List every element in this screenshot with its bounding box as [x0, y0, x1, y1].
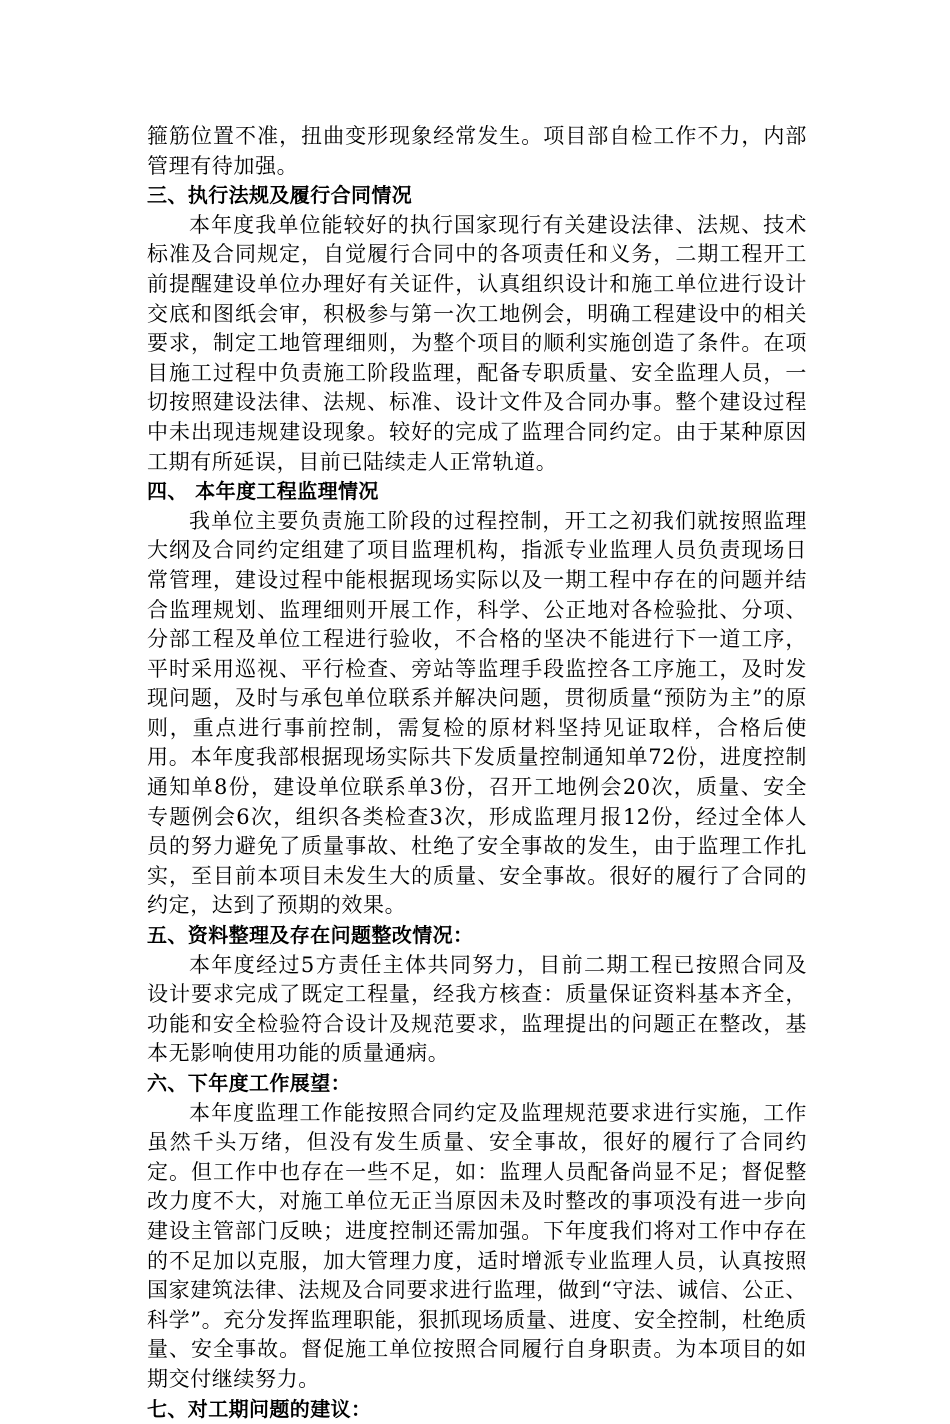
paragraph-supervision-work: 我单位主要负责施工阶段的过程控制，开工之初我们就按照监理大纲及合同约定组建了项目监理机构，指派专业监理人员负责现场日常管理，建设过程中能根据现场实际以及一期工程中存在的问题并结合监理规划、监理细则开展工作，科学、公正地对各检验批、分项、分部工程及单位工程进行验收，不合格的坚决不能进行下一道工序，平时采用巡视、平行检查、旁站等监理手段监控各工序施工，及时发现问题，及时与承包单位联系并解决问题，贯彻质量“预防为主”的原则，重点进行事前控制，需复检的原材料坚持见证取样，合格后使用。本年度我部根据现场实际共下发质量控制通知单72份，进度控制通知单8份，建设单位联系单3份，召开工地例会20次，质量、安全专题例会6次，组织各类检查3次，形成监理月报12份，经过全体人员的努力避免了质量事故、杜绝了安全事故的发生，由于监理工作扎实，至目前本项目未发生大的质量、安全事故。很好的履行了合同的约定，达到了预期的效果。 — [147, 508, 807, 918]
heading-section-7: 七、对工期问题的建议： — [147, 1396, 372, 1421]
paragraph-stirrup-issues: 箍筋位置不准，扭曲变形现象经常发生。项目部自检工作不力，内部管理有待加强。 — [147, 124, 807, 178]
heading-section-3: 三、执行法规及履行合同情况 — [147, 183, 413, 208]
paragraph-documentation-status: 本年度经过5方责任主体共同努力，目前二期工程已按照合同及设计要求完成了既定工程量，经我方核查：质量保证资料基本齐全，功能和安全检验符合设计及规范要求，监理提出的问题正在整改，基本无影响使用功能的质量通病。 — [147, 952, 807, 1066]
heading-section-6: 六、下年度工作展望： — [147, 1071, 351, 1095]
heading-section-4: 四、 本年度工程监理情况 — [147, 479, 379, 504]
document-page — [147, 122, 807, 1424]
heading-section-5: 五、资料整理及存在问题整改情况： — [147, 923, 474, 948]
paragraph-regulations-compliance: 本年度我单位能较好的执行国家现行有关建设法律、法规、技术标准及合同规定，自觉履行合同中的各项责任和义务，二期工程开工前提醒建设单位办理好有关证件，认真组织设计和施工单位进行设计交底和图纸会审，积极参与第一次工地例会，明确工程建设中的相关要求，制定工地管理细则，为整个项目的顺利实施创造了条件。在项目施工过程中负责施工阶段监理，配备专职质量、安全监理人员，一切按照建设法律、法规、标准、设计文件及合同办事。整个建设过程中未出现违规建设现象。较好的完成了监理合同约定。由于某种原因工期有所延误，目前已陆续走人正常轨道。 — [147, 212, 807, 474]
paragraph-next-year-outlook: 本年度监理工作能按照合同约定及监理规范要求进行实施，工作虽然千头万绪，但没有发生质量、安全事故，很好的履行了合同约定。但工作中也存在一些不足，如：监理人员配备尚显不足；督促整改力度不大，对施工单位无正当原因未及时整改的事项没有进一步向建设主管部门反映；进度控制还需加强。下年度我们将对工作中存在的不足加以克服，加大管理力度，适时增派专业监理人员，认真按照国家建筑法律、法规及合同要求进行监理，做到“守法、诚信、公正、科学”。充分发挥监理职能，狠抓现场质量、进度、安全控制，杜绝质量、安全事故。督促施工单位按照合同履行自身职责。为本项目的如期交付继续努力。 — [147, 1100, 807, 1391]
